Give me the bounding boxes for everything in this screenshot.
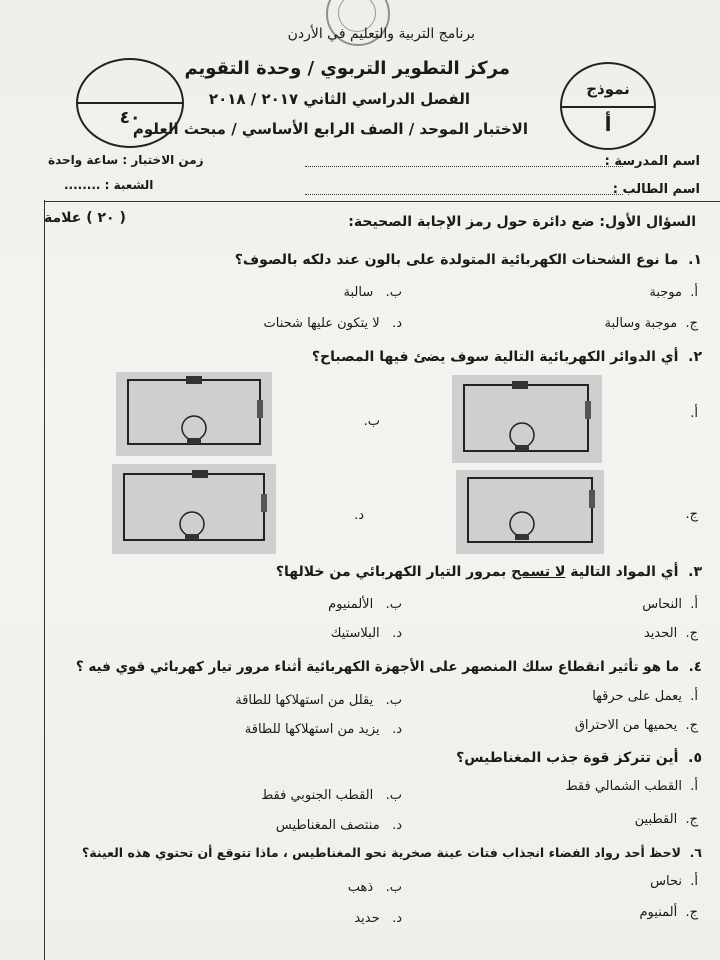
circuit-b[interactable]: [116, 372, 272, 456]
school-label: اسم المدرسة :: [604, 154, 700, 169]
q1-option-b[interactable]: ب. سالبة: [343, 285, 402, 300]
q6-option-c[interactable]: ج. ألمنيوم: [639, 905, 698, 920]
time-label: زمن الاختبار : ساعة واحدة: [48, 153, 204, 167]
q1-option-a[interactable]: أ. موجبة: [649, 285, 698, 300]
q5-option-a[interactable]: أ. القطب الشمالي فقط: [565, 779, 698, 794]
q6-option-d[interactable]: د. حديد: [354, 911, 402, 926]
section-label: الشعبة : ........: [64, 178, 154, 192]
exam-line: الاختبار الموحد / الصف الرابع الأساسي / مبحث العلوم: [132, 120, 528, 138]
q3-option-c[interactable]: ج. الحديد: [643, 626, 698, 641]
q6-option-b[interactable]: ب. ذهب: [347, 880, 402, 895]
section-marks: ( ٢٠ ) علامة: [44, 210, 126, 226]
model-circle: [560, 62, 656, 150]
model-label: نموذج: [586, 80, 630, 98]
q4-option-a[interactable]: أ. يعمل على حرقها: [592, 689, 698, 704]
question-5: ٥. أين تتركز قوة جذب المغناطيس؟: [456, 750, 702, 766]
question-3: ٣. أي المواد التالية لا تسمح بمرور التيار الكهربائي من خلالها؟: [275, 564, 702, 580]
question-4: ٤. ما هو تأثير انقطاع سلك المنصهر على الأجهزة الكهربائية أثناء مرور تيار كهربائي قوي فيه ؟: [75, 659, 702, 675]
q3-option-b[interactable]: ب. الألمنيوم: [328, 597, 402, 612]
circuit-c[interactable]: [456, 470, 604, 554]
semester-line: الفصل الدراسي الثاني ٢٠١٧ / ٢٠١٨: [208, 90, 470, 108]
q5-option-c[interactable]: ج. القطبين: [634, 812, 698, 827]
question-1: ١. ما نوع الشحنات الكهربائية المتولدة على بالون عند دلكه بالصوف؟: [234, 252, 702, 268]
model-value: أ: [604, 112, 612, 136]
q4-option-c[interactable]: ج. يحميها من الاحتراق: [574, 718, 698, 733]
q1-option-c[interactable]: ج. موجبة وسالبة: [604, 316, 698, 331]
q6-option-a[interactable]: أ. نحاس: [650, 874, 698, 889]
q5-option-b[interactable]: ب. القطب الجنوبي فقط: [261, 788, 402, 803]
q1-option-d[interactable]: د. لا يتكون عليها شحنات: [263, 316, 402, 331]
student-field[interactable]: [305, 194, 623, 195]
section-title: السؤال الأول: ضع دائرة حول رمز الإجابة الصحيحة:: [348, 214, 696, 230]
q2-option-d-label[interactable]: د.: [354, 508, 364, 523]
circuit-a[interactable]: [452, 375, 602, 463]
student-label: اسم الطالب :: [612, 182, 700, 197]
score-circle: [76, 58, 184, 148]
q2-option-c-label[interactable]: ج.: [685, 507, 698, 522]
q5-option-d[interactable]: د. منتصف المغناطيس: [275, 818, 402, 833]
center-title: مركز التطوير التربوي / وحدة التقويم: [184, 58, 510, 79]
circuit-d[interactable]: [112, 464, 276, 554]
q3-option-d[interactable]: د. البلاستيك: [330, 626, 402, 641]
q4-option-d[interactable]: د. يزيد من استهلاكها للطاقة: [244, 722, 402, 737]
program-line: برنامج التربية والتعليم في الأردن: [287, 26, 475, 42]
q2-option-b-label[interactable]: ب.: [363, 414, 380, 429]
question-6: ٦. لاحظ أحد رواد الفضاء انجذاب فتات عينة صخرية نحو المغناطيس ، ماذا تتوقع أن تحتوي هذه العينة؟: [82, 845, 702, 860]
question-2: ٢. أي الدوائر الكهربائية التالية سوف يضئ فيها المصباح؟: [311, 349, 702, 365]
margin-line: [44, 200, 45, 960]
school-field[interactable]: [305, 166, 623, 167]
score-total: ٤٠: [119, 108, 141, 128]
q3-option-a[interactable]: أ. النحاس: [642, 597, 698, 612]
header-divider: [44, 201, 720, 202]
q2-option-a-label[interactable]: أ.: [690, 406, 698, 421]
q4-option-b[interactable]: ب. يقلل من استهلاكها للطاقة: [235, 693, 402, 708]
